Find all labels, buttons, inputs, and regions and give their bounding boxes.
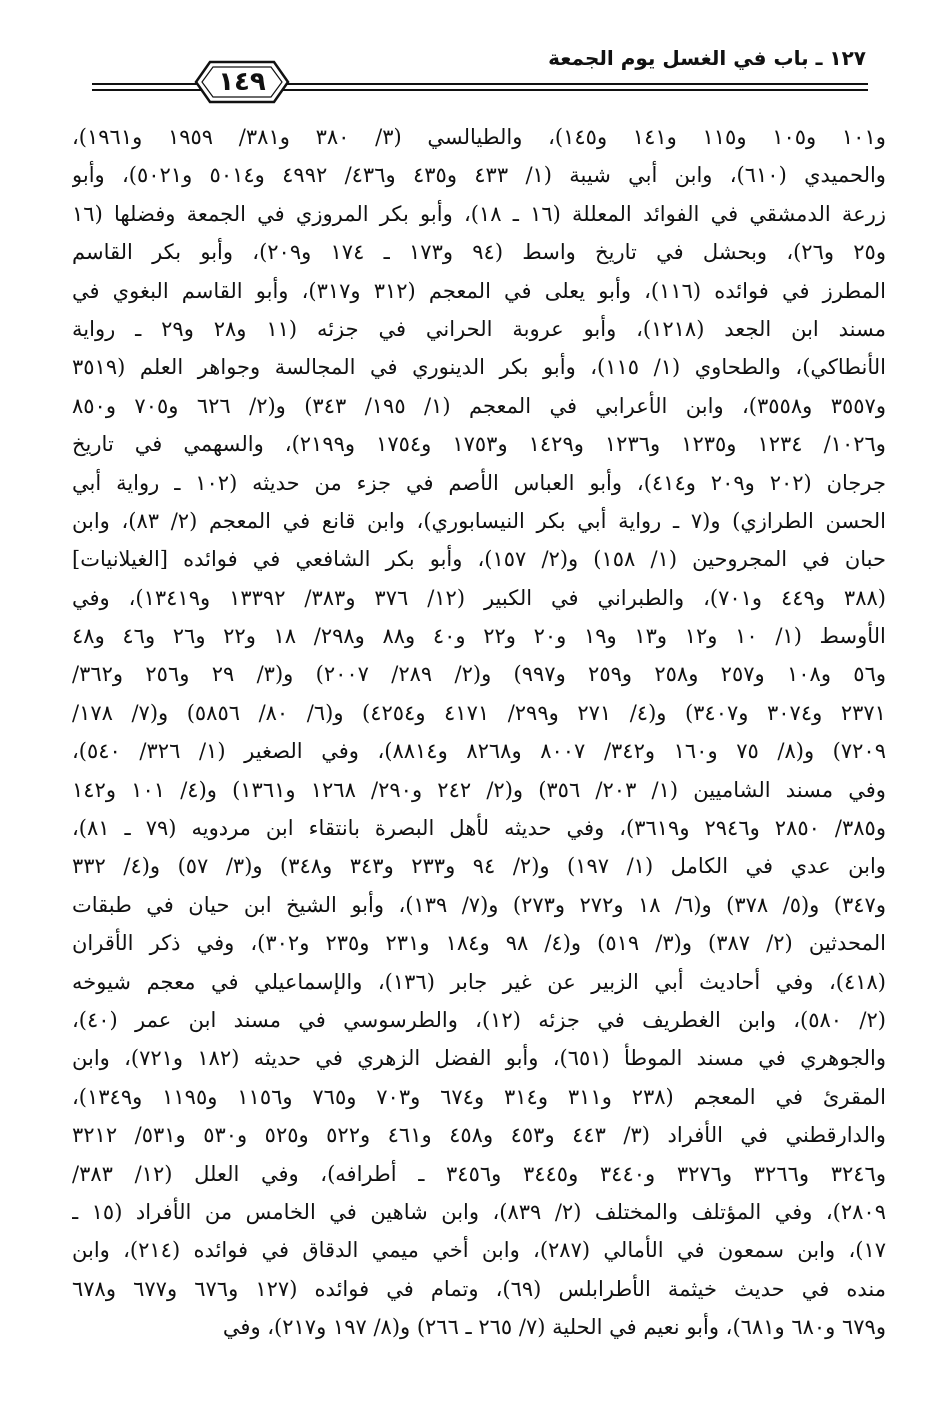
text-line: والحميدي (٦١٠)، وابن أبي شيبة (١/ ٤٣٣ و٤٣٥ و٤٣٦/ ٤٩٩٢ و٥٠١٤ و٥٠٢١)، وأبو [72,163,886,188]
text-line: المطرز في فوائده (١١٦)، وأبو يعلى في المعجم (٣١٢ و٣١٧)، وأبو القاسم البغوي في [72,278,886,303]
text-line: حبان في المجروحين (١/ ١٥٨) و(٢/ ١٥٧)، وأبو بكر الشافعي في فوائده [الغيلانيات] [72,547,886,572]
text-line: و٦٧٩ و٦٨٠ و٦٨١)، وأبو نعيم في الحلية (٧/ ٢٦٥ ـ ٢٦٦) و(٨/ ١٩٧ و٢١٧)، وفي [222,1315,886,1340]
page-number-frame [188,58,296,106]
text-line: المقرئ في المعجم (٢٣٨ و٣١١ و٣١٤ و٦٧٤ و٧٠٣ و٧٦٥ و١١٥٦ و١١٩٥ و١٣٤٩)، [72,1084,886,1109]
text-line: و٣٢٤٦ و٣٢٦٦ و٣٢٧٦ و٣٤٤٠ و٣٤٤٥ و٣٤٥٦ ـ أطرافه)، وفي العلل (١٢/ ٣٨٣/ [72,1161,886,1186]
text-line: الحسن الطرازي) و(٧ ـ رواية أبي بكر النيسابوري)، وابن قانع في المعجم (٢/ ٨٣)، وابن [72,508,886,533]
text-line: ٢٨٠٩)، وفي المؤتلف والمختلف (٢/ ٨٣٩)، وابن شاهين في الخامس من الأفراد (١٥ ـ [72,1199,886,1224]
text-line: والجوهري في مسند الموطأ (٦٥١)، وأبو الفضل الزهري في حديثه (١٨٢ و٧٢١)، وابن [72,1046,886,1071]
page-number: ١٤٩ [218,67,266,97]
text-line: وابن عدي في الكامل (١/ ١٩٧) و(٢/ ٩٤ و٢٣٣ و٣٤٣ و٣٤٨) و(٣/ ٥٧) و(٤/ ٣٣٢ [72,854,886,879]
text-line: منده في حديث خيثمة الأطرابلس (٦٩)، وتمام في فوائده (١٢٧ و٦٧٦ و٦٧٧ و٦٧٨ [72,1276,886,1301]
text-line: والدارقطني في الأفراد (٣/ ٤٤٣ و٤٥٣ و٤٥٨ و٤٦١ و٥٢٢ و٥٢٥ و٥٣٠ و٥٣١/ ٣٢١٢ [72,1123,886,1148]
text-line: ١٧)، وابن سمعون في الأمالي (٢٨٧)، وابن أخي ميمي الدقاق في فوائده (٢١٤)، وابن [72,1238,886,1263]
text-line: و١٠١ و١٠٥ و١١٥ و١٤١ و١٤٥)، والطيالسي (٣/ ٣٨٠ و٣٨١/ ١٩٥٩ و١٩٦١)، [72,125,886,149]
text-line: و٥٦ و١٠٨ و٢٥٧ و٢٥٨ و٢٥٩ و٩٩٧) و(٢/ ٢٨٩/ ٢٠٠٧) و(٣/ ٢٩ و٢٥٦ و٣٦٢/ [72,662,886,687]
text-line: و٣٤٧) و(٥/ ٣٧٨) و(٦/ ١٨ و٢٧٢ و٢٧٣) و(٧/ ١٣٩)، وأبو الشيخ ابن حيان في طبقات [72,892,886,917]
text-line: و٣٨٥/ ٢٨٥٠ و٢٩٤٦ و٣٦١٩)، وفي حديثه لأهل البصرة بانتقاء ابن مردويه (٧٩ ـ ٨١)، [72,816,886,841]
text-line: و٣٥٥٧ و٣٥٥٨)، وابن الأعرابي في المعجم (١/ ١٩٥/ ٣٤٣) و(٢/ ٦٢٦ و٧٠٥ و٨٥٠ [72,393,886,418]
text-line: و١٠٢٦/ ١٢٣٤ و١٢٣٥ و١٢٣٦ و١٤٢٩ و١٧٥٣ و١٧٥٤ و٢١٩٩)، والسهمي في تاريخ [72,432,886,457]
text-line: زرعة الدمشقي في الفوائد المعللة (١٦ ـ ١٨)، وأبو بكر المروزي في الجمعة وفضلها (١٦ [72,201,886,226]
text-line: ٢٣٧١ و٣٠٧٤ و٣٤٠٧) و(٤/ ٢٧١ و٢٩٩/ ٤١٧١ و٤٢٥٤) و(٦/ ٨٠/ ٥٨٥٦) و(٧/ ١٧٨/ [72,700,886,725]
text-line: الأنطاكي)، والطحاوي (١/ ١١٥)، وأبو بكر الدينوري في المجالسة وجواهر العلم (٣٥١٩ [72,355,886,380]
text-line: (٤١٨)، وفي أحاديث أبي الزبير عن غير جابر (١٣٦)، والإسماعيلي في معجم شيوخه [72,969,886,994]
text-line: الأوسط (١/ ١٠ و١٢ و١٣ و١٩ و٢٠ و٢٢ و٤٠ و٨٨ و٢٩٨/ ١٨ و٢٢ و٢٦ و٤٦ و٤٨ [72,624,886,649]
text-line: ٧٢٠٩) و(٨/ ٧٥ و١٦٠ و٣٤٢/ ٨٠٠٧ و٨٢٦٨ و٨٨١٤)، وفي الصغير (١/ ٣٢٦/ ٥٤٠)، [72,739,886,764]
text-line: المحدثين (٢/ ٣٨٧) و(٣/ ٥١٩) و(٤/ ٩٨ و١٨٤ و٢٣١ و٢٣٥ و٣٠٢)، وفي ذكر الأقران [72,931,886,956]
text-line: (٣٨٨ و٤٤٩ و٧٠١)، والطبراني في الكبير (١٢/ ٣٧٦ و٣٨٣/ ١٣٣٩٢ و١٣٤١٩)، وفي [72,585,886,610]
text-line: وفي مسند الشاميين (١/ ٢٠٣/ ٣٥٦) و(٢/ ٢٤٢ و٢٩٠/ ١٢٦٨ و١٣٦١) و(٤/ ١٠١ و١٤٢ [72,777,886,802]
text-line: (٢/ ٥٨٠)، وابن الغطريف في جزئه (١٢)، والطرسوسي في مسند ابن عمر (٤٠)، [72,1007,886,1032]
body-text [72,118,886,1347]
text-line: مسند ابن الجعد (١٢١٨)، وأبو عروبة الحراني في جزئه (١١ و٢٨ و٢٩ ـ رواية [72,316,886,341]
page-header [70,36,872,106]
text-line: جرجان (٢٠٢ و٢٠٩ و٤١٤)، وأبو العباس الأصم في جزء من حديثه (١٠٢ ـ رواية أبي [72,470,886,495]
text-line: و٢٥ و٢٦)، وبحشل في تاريخ واسط (٩٤ و١٧٣ ـ ١٧٤ و٢٠٩)، وأبو بكر القاسم [72,240,886,265]
chapter-title: ١٢٧ ـ باب في الغسل يوم الجمعة [548,46,866,70]
